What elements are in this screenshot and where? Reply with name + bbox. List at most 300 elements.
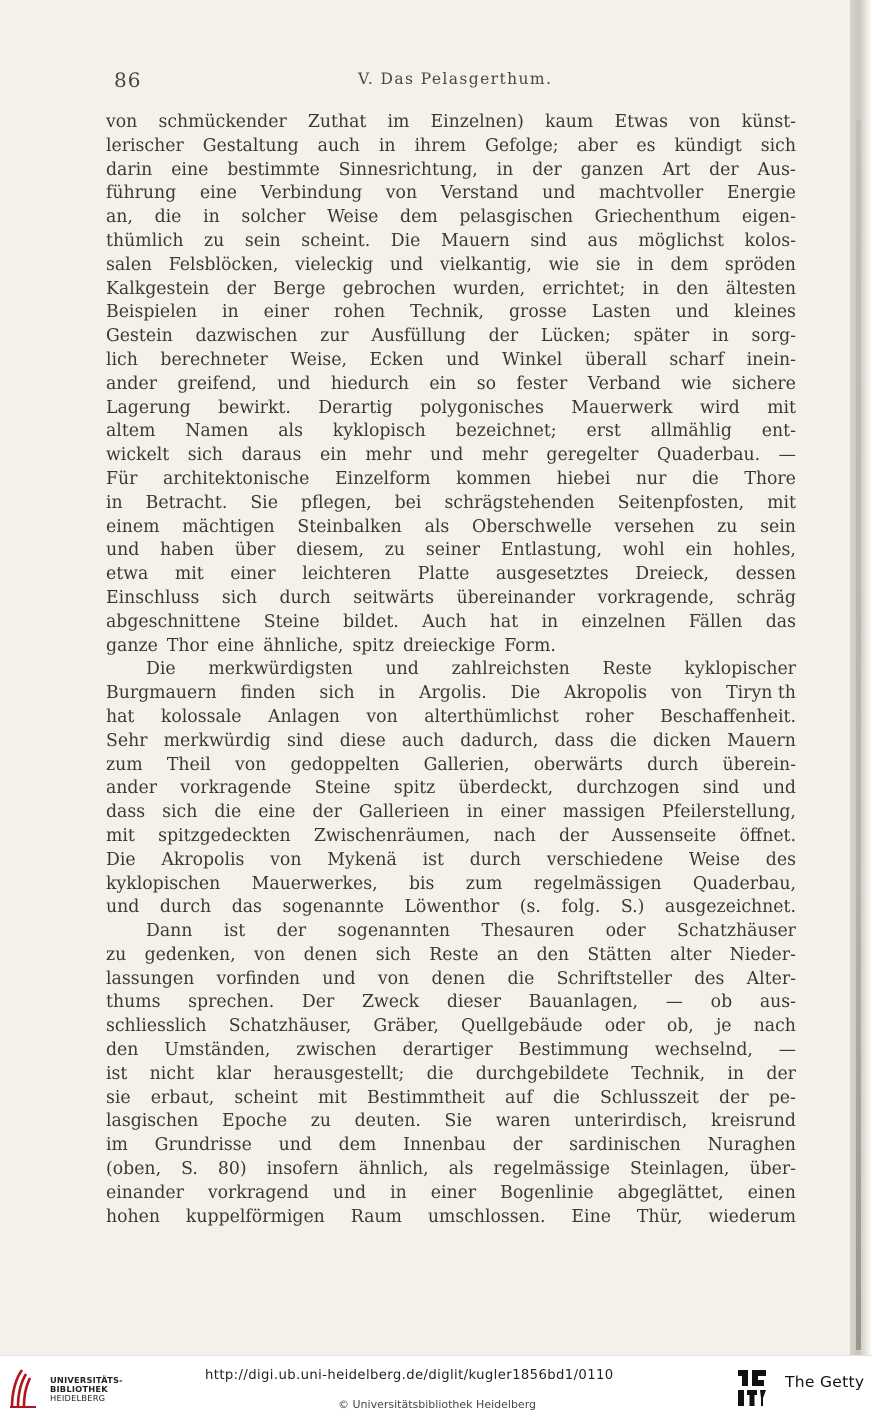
word: finden [240,683,296,704]
word: Mauern [440,230,510,251]
word: merkwürdig [163,730,271,751]
word: Einzelform [334,468,431,489]
word: Sehr [106,730,148,751]
text-line [106,254,796,278]
word: Steinbalken [297,516,402,537]
word: Sie [250,492,278,513]
word: hohles, [733,540,796,561]
word: scheint. [301,230,371,251]
word: wickelt [106,445,170,466]
word: Innenbau [403,1135,487,1156]
word: durch [469,849,521,870]
word: zum [465,873,503,894]
word: durchzogen [576,778,680,799]
text-line [106,682,796,706]
word: Beispielen [106,302,198,323]
word: Thore [744,468,796,489]
text-line [106,968,796,992]
word: überall [584,349,647,370]
word: dem [670,254,709,275]
word: so [476,373,496,394]
word: ander [106,373,157,394]
word: die [507,968,535,989]
text-line [106,349,796,373]
word: kündigt [674,135,742,156]
word: Quellgebäude [460,1016,583,1037]
word: zum [106,754,143,775]
word: überein- [722,754,796,775]
word: wurden, [453,278,526,299]
word: das [231,897,262,918]
running-title: V. Das Pelasgerthum. [358,70,553,88]
word: fester [516,373,568,394]
word: Die [510,683,541,704]
word: thums [106,992,161,1013]
word: Thesauren [481,921,575,942]
word: auch [317,135,360,156]
word: Eine [571,1206,611,1227]
word: einander [106,1182,184,1203]
word: einer [263,302,310,323]
word: eine [217,635,255,656]
word: erbaut, [150,1087,215,1108]
word: Technik, [410,302,485,323]
word: lerischer [106,135,184,156]
word: Schriftsteller [556,968,672,989]
word: sind [530,230,567,251]
word: dazwischen [195,326,298,347]
word: Nieder- [729,944,796,965]
text-line [106,801,796,825]
word: klar [216,1063,251,1084]
text-line [106,1206,796,1230]
word: Kalkgestein [106,278,210,299]
word: vorkragende, [597,587,715,608]
word: pflegen, [300,492,372,513]
word: Fällen [688,611,743,632]
word: lich [106,349,138,370]
word: Lasten [591,302,651,323]
word: durch [159,897,212,918]
word: unterirdisch, [574,1111,688,1132]
word: wohl [622,540,665,561]
text-line [106,230,796,254]
word: mit [106,825,135,846]
text-line [106,849,796,873]
word: öffnet. [739,825,796,846]
word: sein [244,230,281,251]
word: ein [685,540,713,561]
word: Grundrisse [154,1135,252,1156]
word: Reste [602,659,652,680]
word: eigen- [741,207,796,228]
text-line [106,563,796,587]
word: Mauerwerk [571,397,673,418]
word: umschlossen. [427,1206,546,1227]
word: regelmässigen [533,873,662,894]
word: auf [505,1087,533,1108]
word: zu [310,1111,331,1132]
word: in [712,326,729,347]
text-line [106,1039,796,1063]
word: nur [635,468,667,489]
getty-name: The Getty [785,1373,865,1391]
word: spitz [393,778,436,799]
word: nach [493,825,536,846]
word: pe- [768,1087,796,1108]
word: mit [767,397,796,418]
word: sich [162,802,198,823]
word: zu [106,944,127,965]
word: vieleckig [295,254,374,275]
word: verschiedene [546,849,664,870]
word: der [276,921,307,942]
word: Verbindung [260,183,363,204]
word: mit [174,564,204,585]
word: hat [489,611,519,632]
word: wechselnd, [654,1040,753,1061]
word: altem [106,421,156,442]
word: sind [702,778,740,799]
word: Weise, [290,349,347,370]
word: nicht [149,1063,195,1084]
word: hohen [106,1206,161,1227]
text-line [106,1015,796,1039]
footer-bar [0,1355,872,1421]
word: ob [710,992,733,1013]
word: inein- [746,349,796,370]
word: Sie [444,1111,473,1132]
word: und [446,349,480,370]
getty-logo-icon [734,1366,770,1410]
word: in [378,683,396,704]
word: hiebei [556,468,611,489]
text-line [106,991,796,1015]
text-line [106,611,796,635]
word: etwa [106,564,149,585]
word: nach [753,1016,796,1037]
word: Technik, [631,1063,706,1084]
word: Zuthat [307,112,367,132]
word: dicken [652,730,711,751]
word: bewirkt. [218,397,291,418]
word: spröden [724,254,796,275]
word: Für [106,468,138,489]
word: Sinnesrichtung, [338,159,478,180]
word: zu [204,230,225,251]
word: mächtigen [182,516,275,537]
word: herausgestellt; [273,1063,405,1084]
word: ausgezeichnet. [664,897,796,918]
word: einzelnen [581,611,666,632]
word: das [765,611,796,632]
text-line [106,1182,796,1206]
word: abgeschnittene [106,611,241,632]
word: ein [429,373,457,394]
permalink-url[interactable]: http://digi.ub.uni-heidelberg.de/diglit/kugler1856bd1/0110 [205,1368,614,1383]
word: und [106,540,140,561]
word: als [278,421,303,442]
word: wie [681,373,712,394]
word: zur [320,326,349,347]
text-line [106,539,796,563]
text-line [106,492,796,516]
word: haben [160,540,214,561]
word: in [203,207,220,228]
word: Umständen, [164,1040,271,1061]
word: kommen [456,468,532,489]
word: Schatzhäuser, [228,1016,352,1037]
word: spitzgedeckten [158,825,291,846]
word: Burgmauern [106,683,217,704]
word: Namen [185,421,249,442]
library-name-line: BIBLIOTHEK [50,1384,108,1395]
word: abgeglättet, [617,1182,724,1203]
word: der [719,1087,749,1108]
word: in [496,159,514,180]
text-line [106,516,796,540]
word: greifend, [177,373,257,394]
word: durch [647,754,699,775]
word: von [377,968,410,989]
word: merkwürdigsten [208,659,353,680]
word: sichere [731,373,796,394]
word: Mauern [727,730,796,751]
word: sich [319,683,355,704]
word: mit [318,1087,347,1108]
word: ältesten [725,278,796,299]
word: überdeckt, [458,778,554,799]
text-line [106,920,796,944]
word: Gestein [106,326,173,347]
copyright-notice: © Universitätsbibliothek Heidelberg [338,1398,537,1411]
word: Quaderbau, [692,873,796,894]
word: eine [258,802,296,823]
word: Verband [587,373,661,394]
word: an [496,944,519,965]
word: sein [760,516,796,537]
word: dreieckige [402,635,496,656]
word: in [541,611,559,632]
word: ähnliche, [263,635,344,656]
word: gedenken, [144,944,236,965]
word: Argolis. [419,683,487,704]
word: der [312,802,342,823]
word: der [766,1063,796,1084]
word: von [670,683,703,704]
word: gebrochen [342,278,436,299]
word: dessen [735,564,796,585]
word: alter [670,944,712,965]
word: alterthümlichst [424,706,559,727]
word: führung [106,183,177,204]
word: sogenannte [282,897,384,918]
word: machtvoller [599,183,704,204]
text-line [106,373,796,397]
word: ganze [106,635,158,656]
word: Epoche [221,1111,288,1132]
text-line [106,777,796,801]
word: von [385,183,418,204]
page-edge [850,0,872,1355]
word: aber [577,135,618,156]
word: Steinlagen, [629,1159,730,1180]
word: Tiryn th [726,683,796,704]
text-line [106,730,796,754]
word: Thor [166,635,209,656]
word: der [709,159,739,180]
word: in [222,302,239,323]
word: — [665,992,683,1013]
word: erst [586,421,621,442]
word: Entlastung, [500,540,603,561]
university-library-logo-icon [8,1366,42,1410]
word: vorkragende [180,778,292,799]
text-line [106,444,796,468]
word: leichteren [302,564,392,585]
word: Schlusszeit [600,1087,699,1108]
word: Gefolge; [485,135,559,156]
library-name-line: HEIDELBERG [50,1393,106,1404]
word: später [633,326,690,347]
word: und [542,183,576,204]
word: der [512,1135,543,1156]
text-line [106,111,796,135]
word: — [778,1040,796,1061]
word: den [536,944,570,965]
word: ganzen [580,159,644,180]
text-line [106,135,796,159]
word: Anlagen [268,706,340,727]
word: Pfeilerstellung, [662,802,796,823]
word: dem [400,207,438,228]
word: und [322,968,356,989]
word: Nuraghen [707,1135,796,1156]
word: sogenannten [337,921,451,942]
text-line [106,206,796,230]
word: und [277,373,311,394]
word: kreisrund [710,1111,796,1132]
word: Verstand [440,183,519,204]
word: Quaderbau. [656,445,761,466]
word: Einzelnen) [430,112,524,132]
word: im [106,1135,128,1156]
text-line [106,944,796,968]
word: von [253,944,286,965]
text-line [106,825,796,849]
word: geregelter [546,445,639,466]
word: aus- [759,992,796,1013]
word: und [389,254,424,275]
word: kuppelförmigen [185,1206,325,1227]
word: salen [106,254,153,275]
word: Bauanlagen, [528,992,639,1013]
word: grosse [509,302,567,323]
word: seiner [425,540,481,561]
word: sardinischen [569,1135,681,1156]
word: sich [221,587,258,608]
word: seitwärts [353,587,434,608]
word: kleines [733,302,796,323]
text-line [106,420,796,444]
word: durchgebildete [475,1063,609,1084]
word: zwischen [296,1040,377,1061]
text-line [106,754,796,778]
word: und [278,1135,312,1156]
word: oder [605,921,646,942]
word: zahlreichsten [451,659,570,680]
word: auch [401,730,445,751]
word: kyklopischen [106,873,221,894]
word: und [332,1182,367,1203]
word: regelmässige [493,1159,610,1180]
word: berechneter [160,349,268,370]
word: ähnlich, [358,1159,429,1180]
word: architektonische [162,468,310,489]
word: scheint [234,1087,298,1108]
text-line [106,159,796,183]
text-line [106,1158,796,1182]
word: Steine [314,778,371,799]
word: einer [500,802,546,823]
word: der [226,278,256,299]
word: schrägstehenden [444,492,595,513]
word: der [532,159,562,180]
text-line [106,1134,796,1158]
word: Alter- [746,968,796,989]
word: bezeichnet; [455,421,557,442]
word: derartiger [402,1040,493,1061]
word: versehen [614,516,695,537]
word: sie [595,254,621,275]
word: Der [301,992,335,1013]
text-line [106,325,796,349]
word: Mykenä [327,849,397,870]
word: Einschluss [106,587,200,608]
word: Stätten [587,944,652,965]
word: Felsblöcken, [168,254,279,275]
text-line [106,706,796,730]
body-text [106,111,796,1229]
word: pelasgischen [459,207,573,228]
word: Reste [429,944,479,965]
word: vorkragend [207,1182,309,1203]
library-name-line: UNIVERSITÄTS- [50,1375,123,1385]
word: in [390,1182,407,1203]
word: Berge [273,278,326,299]
word: ist [422,849,444,870]
word: des [765,849,796,870]
word: sich [760,135,796,156]
word: als [424,516,450,537]
text-line [106,1087,796,1111]
word: Oberschwelle [472,516,592,537]
word: den [676,278,709,299]
word: über [234,540,276,561]
word: in [727,1063,745,1084]
word: Ecken [369,349,424,370]
word: einer [230,564,276,585]
text-line [106,278,796,302]
text-line [106,635,796,659]
word: (s. [519,897,541,918]
word: Lücken; [540,326,611,347]
word: Energie [726,183,796,204]
word: der [558,825,589,846]
word: einem [106,516,160,537]
word: Griechenthum [594,207,721,228]
word: sich [187,445,223,466]
